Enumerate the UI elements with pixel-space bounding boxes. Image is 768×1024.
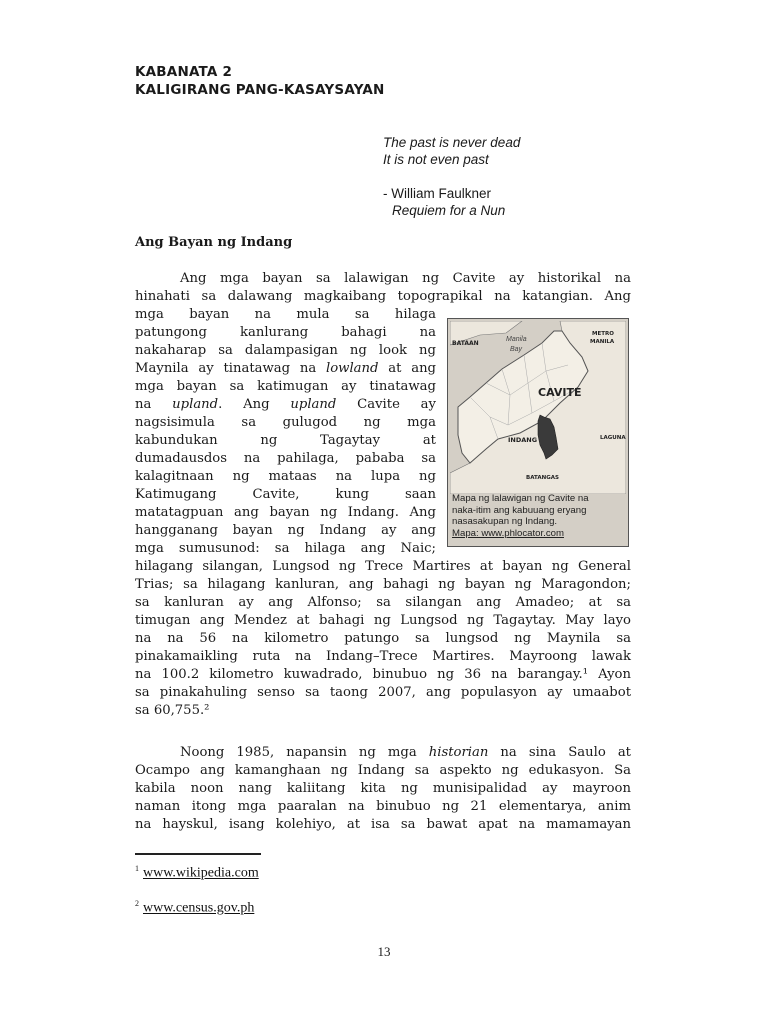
para1-line: Ang mga bayan sa lalawigan ng Cavite ay historikal na — [180, 271, 631, 286]
cavite-map — [450, 321, 626, 494]
map-caption-source: Mapa: www.phlocator.com — [452, 527, 564, 539]
epigraph-line-1: The past is never dead — [383, 135, 521, 150]
para1-line: mga sumusunod: sa hilaga ang Naic; — [135, 541, 436, 556]
map-label-indang: INDANG — [508, 436, 538, 444]
map-label-bay-2: Bay — [510, 346, 523, 353]
para1-line: pinakamaikling ruta na Indang–Trece Martires. Mayroong lawak — [135, 649, 631, 664]
para1-line: Trias; sa hilagang kanluran, ang bahagi ng bayan ng Maragondon; — [135, 577, 631, 592]
para1-line: timugan ang Mendez at bahagi ng Lungsod ng Tagaytay. May layo — [135, 613, 631, 628]
footnote-2 — [135, 899, 254, 917]
para1-line: kalagitnaan ng mataas na lupa ng — [135, 469, 436, 484]
para1-line: nagsisimula sa gulugod ng mga — [135, 415, 436, 430]
para1-line: Katimugang Cavite, kung saan — [135, 487, 436, 502]
footnote-divider — [135, 853, 261, 855]
map-label-bataan: BATAAN — [452, 340, 479, 347]
epigraph-work: Requiem for a Nun — [392, 203, 506, 218]
map-label-metro-2: MANILA — [590, 339, 615, 345]
footnote-link-wikipedia[interactable]: www.wikipedia.com — [143, 865, 259, 881]
para1-line: mga bayan sa katimugan ay tinatawag — [135, 379, 436, 394]
page-number: 13 — [377, 944, 391, 959]
map-caption-line: nasasakupan ng Indang. — [452, 516, 558, 527]
map-label-metro-1: METRO — [592, 331, 614, 337]
cavite-map-figure — [447, 318, 629, 547]
footnote-mark: 2 — [135, 899, 139, 908]
para1-line: sa pinakahuling senso sa taong 2007, ang populasyon ay umaabot — [135, 685, 631, 700]
para1-line: mga bayan na mula sa hilaga — [135, 307, 436, 322]
map-caption — [452, 493, 624, 539]
footnote-link-census[interactable]: www.census.gov.ph — [143, 900, 255, 916]
section-title: Ang Bayan ng Indang — [135, 235, 293, 250]
para2-line: naman itong mga paaralan na binubuo ng 21 elementarya, anim — [135, 799, 631, 814]
para1-line: na upland. Ang upland Cavite ay — [135, 397, 436, 412]
map-label-laguna: LAGUNA — [600, 435, 626, 441]
para2-line: na hayskul, isang kolehiyo, at isa sa bawat apat na mamamayan — [135, 817, 631, 832]
para2-line: kabila noon nang kaliitang kita ng munisipalidad ay mayroon — [135, 781, 631, 796]
para1-line: dumadausdos na pahilaga, pababa sa — [135, 451, 436, 466]
footnote-mark: 1 — [135, 864, 139, 873]
para1-line: nakaharap sa dalampasigan ng look ng — [135, 343, 436, 358]
map-caption-line: naka-itim ang kabuuang eryang — [452, 504, 587, 516]
para1-line: hangganang bayan ng Indang ay ang — [135, 523, 436, 538]
para2-line: Ocampo ang kamanghaan ng Indang sa aspekto ng edukasyon. Sa — [135, 763, 631, 778]
footnote-ref-1: ¹ — [582, 667, 589, 682]
para1-line: Maynila ay tinatawag na lowland at ang — [135, 361, 436, 376]
map-label-batangas: BATANGAS — [526, 475, 559, 481]
map-caption-line: Mapa ng lalawigan ng Cavite na — [452, 493, 589, 504]
chapter-title: KALIGIRANG PANG-KASAYSAYAN — [135, 82, 385, 98]
epigraph-author: - William Faulkner — [383, 186, 492, 201]
para1-line: sa kanluran ay ang Alfonso; sa silangan ang Amadeo; at sa — [135, 595, 631, 610]
para1-line: na 100.2 kilometro kuwadrado, binubuo ng 36 na barangay.¹ Ayon — [135, 667, 631, 682]
para1-line: hilagang silangan, Lungsod ng Trece Martires at bayan ng General — [135, 559, 631, 574]
para1-line: kabundukan ng Tagaytay at — [135, 433, 436, 448]
para1-line: na na 56 na kilometro patungo sa lungsod ng Maynila sa — [135, 631, 631, 646]
para1-line: hinahati sa dalawang magkaibang topograpikal na katangian. Ang — [135, 289, 631, 304]
para1-line: sa 60,755.² — [135, 703, 210, 718]
para2-line: Noong 1985, napansin ng mga historian na sina Saulo at — [180, 745, 631, 760]
para1-line: matatagpuan ang bayan ng Indang. Ang — [135, 505, 436, 520]
map-label-bay-1: Manila — [506, 336, 527, 343]
epigraph-line-2: It is not even past — [383, 152, 489, 167]
chapter-label: KABANATA 2 — [135, 64, 233, 80]
map-label-cavite: CAVITE — [538, 386, 582, 399]
para1-line: patungong kanlurang bahagi na — [135, 325, 436, 340]
footnote-1 — [135, 864, 259, 882]
footnote-ref-2: ² — [204, 703, 210, 718]
